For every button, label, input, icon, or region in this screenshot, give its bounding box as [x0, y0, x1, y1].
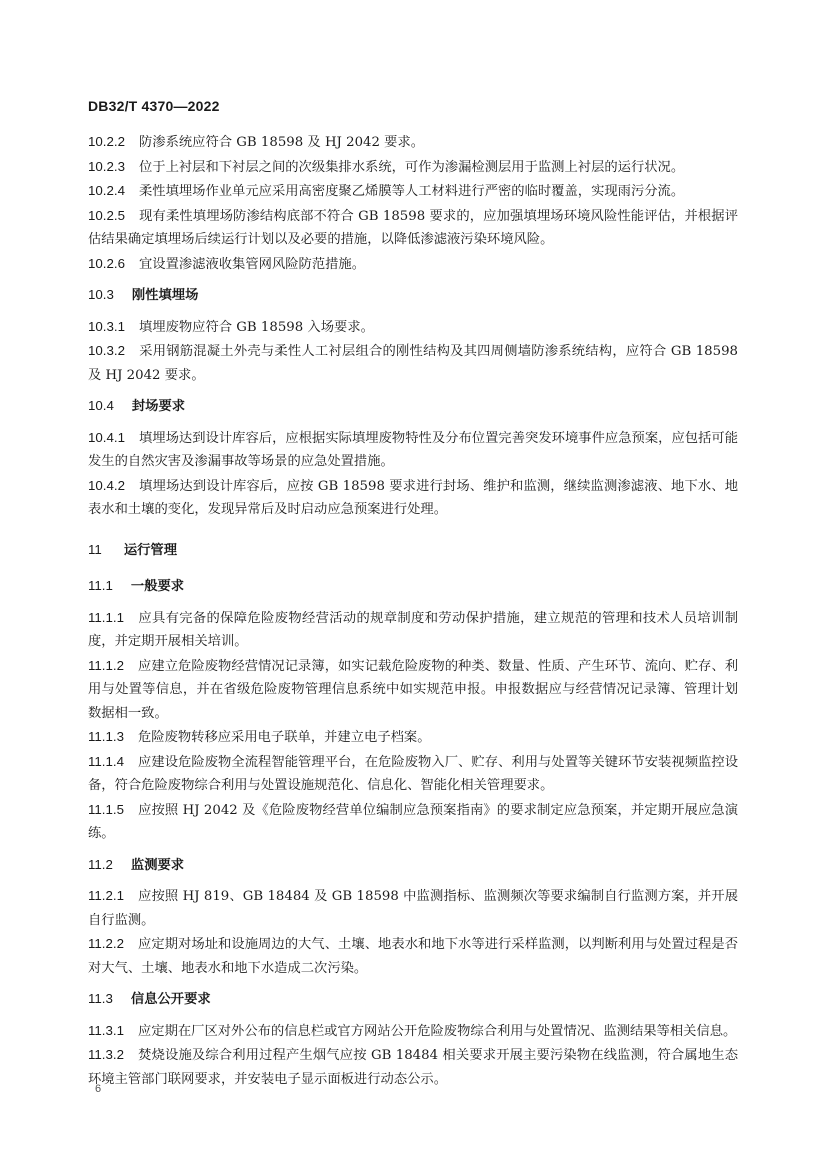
clause-number: 10.4.2	[88, 477, 125, 493]
clause-text: 应按照 HJ 2042 及《危险废物经营单位编制应急预案指南》的要求制定应急预案，并定期开展应急演练。	[88, 802, 738, 841]
clause-number: 11.1.4	[88, 753, 124, 769]
section-heading	[88, 987, 738, 1012]
clause-text: 焚烧设施及综合利用过程产生烟气应按 GB 18484 相关要求开展主要污染物在线监测，符合属地生态环境主管部门联网要求，并安装电子显示面板进行动态公示。	[88, 1048, 738, 1087]
clause-text: 填埋场达到设计库容后，应按 GB 18598 要求进行封场、维护和监测，继续监测渗滤液、地下水、地表水和土壤的变化，发现异常后及时启动应急预案进行处理。	[88, 478, 738, 517]
clause-text: 防渗系统应符合 GB 18598 及 HJ 2042 要求。	[138, 135, 425, 150]
clause-paragraph	[88, 1019, 738, 1044]
section-heading	[88, 394, 738, 419]
clause-paragraph	[88, 750, 738, 798]
clause-number: 10.4	[88, 398, 114, 413]
clause-paragraph	[88, 1043, 738, 1091]
clause-text: 柔性填埋场作业单元应采用高密度聚乙烯膜等人工材料进行严密的临时覆盖，实现雨污分流。	[138, 184, 685, 199]
clause-text: 一般要求	[130, 579, 185, 594]
clause-paragraph	[88, 654, 738, 726]
clause-text: 信息公开要求	[130, 992, 211, 1007]
section-heading	[88, 853, 738, 878]
clause-text: 位于上衬层和下衬层之间的次级集排水系统，可作为渗漏检测层用于监测上衬层的运行状况。	[138, 159, 685, 175]
clause-number: 10.4.1	[88, 429, 125, 445]
clause-number: 11.3.1	[88, 1022, 124, 1038]
clause-text: 应按照 HJ 819、GB 18484 及 GB 18598 中监测指标、监测频次等要求编制自行监测方案，并开展自行监测。	[88, 889, 738, 928]
clause-paragraph	[88, 426, 738, 474]
clause-paragraph	[88, 179, 738, 204]
clause-number: 10.2.5	[88, 207, 125, 223]
clause-text: 应定期在厂区对外公布的信息栏或官方网站公开危险废物综合利用与处置情况、监测结果等相关信息。	[137, 1023, 737, 1039]
clause-number: 11.2	[88, 856, 113, 872]
clause-number: 11.1	[88, 578, 113, 593]
clause-text: 填埋场达到设计库容后，应根据实际填埋废物特性及分布位置完善突发环境事件应急预案，应包括可能发生的自然灾害及渗漏事故等场景的应急处置措施。	[88, 430, 738, 469]
clause-text: 危险废物转移应采用电子联单，并建立电子档案。	[137, 730, 431, 745]
clause-text: 应定期对场址和设施周边的大气、土壤、地表水和地下水等进行采样监测，以判断利用与处置过程是否对大气、土壤、地表水和地下水造成二次污染。	[88, 937, 738, 976]
clause-number: 11.2.2	[88, 936, 124, 951]
clause-text: 宜设置渗滤液收集管网风险防范措施。	[138, 256, 366, 272]
clause-number: 11.1.5	[88, 801, 124, 817]
clause-text: 现有柔性填埋场防渗结构底部不符合 GB 18598 要求的，应加强填埋场环境风险性能评估，并根据评估结果确定填埋场后续运行计划以及必要的措施，以降低渗滤液污染环境风险。	[88, 208, 738, 247]
clause-number: 10.3.2	[88, 343, 125, 358]
clause-number: 11.1.3	[88, 729, 124, 744]
clause-number: 11.3.2	[88, 1047, 124, 1062]
clause-paragraph	[88, 884, 738, 932]
section-heading	[88, 283, 738, 308]
clause-number: 11.1.1	[88, 609, 124, 625]
clause-text: 封场要求	[131, 399, 186, 414]
clause-text: 刚性填埋场	[131, 288, 199, 303]
clause-text: 应建设危险废物全流程智能管理平台，在危险废物入厂、贮存、利用与处置等关键环节安装视频监控设备，符合危险废物综合利用与处置设施规范化、信息化、智能化相关管理要求。	[88, 754, 738, 793]
clause-text: 应建立危险废物经营情况记录簿，如实记载危险废物的种类、数量、性质、产生环节、流向、贮存、利用与处置等信息，并在省级危险废物管理信息系统中如实规范申报。申报数据应与经营情况记录簿、管理计划数据相一致。	[88, 658, 738, 721]
clause-paragraph	[88, 798, 738, 846]
clause-number: 10.2.2	[88, 134, 125, 149]
clause-text: 采用钢筋混凝土外壳与柔性人工衬层组合的刚性结构及其四周侧墙防渗系统结构，应符合 GB 18598 及 HJ 2042 要求。	[88, 344, 738, 383]
clause-paragraph	[88, 252, 738, 277]
clause-paragraph	[88, 474, 738, 522]
page-number: 6	[95, 1083, 102, 1095]
clause-text: 填埋废物应符合 GB 18598 入场要求。	[138, 319, 374, 335]
clause-paragraph	[88, 204, 738, 252]
clause-paragraph	[88, 155, 738, 180]
clause-number: 11.2.1	[88, 888, 124, 903]
clause-number: 11.3	[88, 991, 113, 1006]
clause-number: 11	[88, 541, 102, 557]
clause-paragraph	[88, 130, 738, 155]
clause-paragraph	[88, 339, 738, 387]
clause-number: 10.3.1	[88, 318, 125, 334]
clause-text: 应具有完备的保障危险废物经营活动的规章制度和劳动保护措施，建立规范的管理和技术人员培训制度，并定期开展相关培训。	[88, 610, 738, 649]
clause-paragraph	[88, 725, 738, 750]
clause-number: 10.2.4	[88, 183, 125, 198]
clause-text: 运行管理	[123, 542, 177, 558]
document-body	[88, 130, 738, 1091]
clause-paragraph	[88, 606, 738, 654]
clause-number: 10.3	[88, 287, 114, 302]
clause-number: 10.2.3	[88, 158, 125, 174]
clause-number: 10.2.6	[88, 255, 125, 271]
chapter-heading	[88, 538, 738, 563]
section-heading	[88, 574, 738, 599]
clause-text: 监测要求	[130, 857, 185, 873]
clause-paragraph	[88, 315, 738, 340]
document-code-header: DB32/T 4370—2022	[88, 98, 220, 114]
clause-number: 11.1.2	[88, 657, 124, 673]
clause-paragraph	[88, 932, 738, 980]
